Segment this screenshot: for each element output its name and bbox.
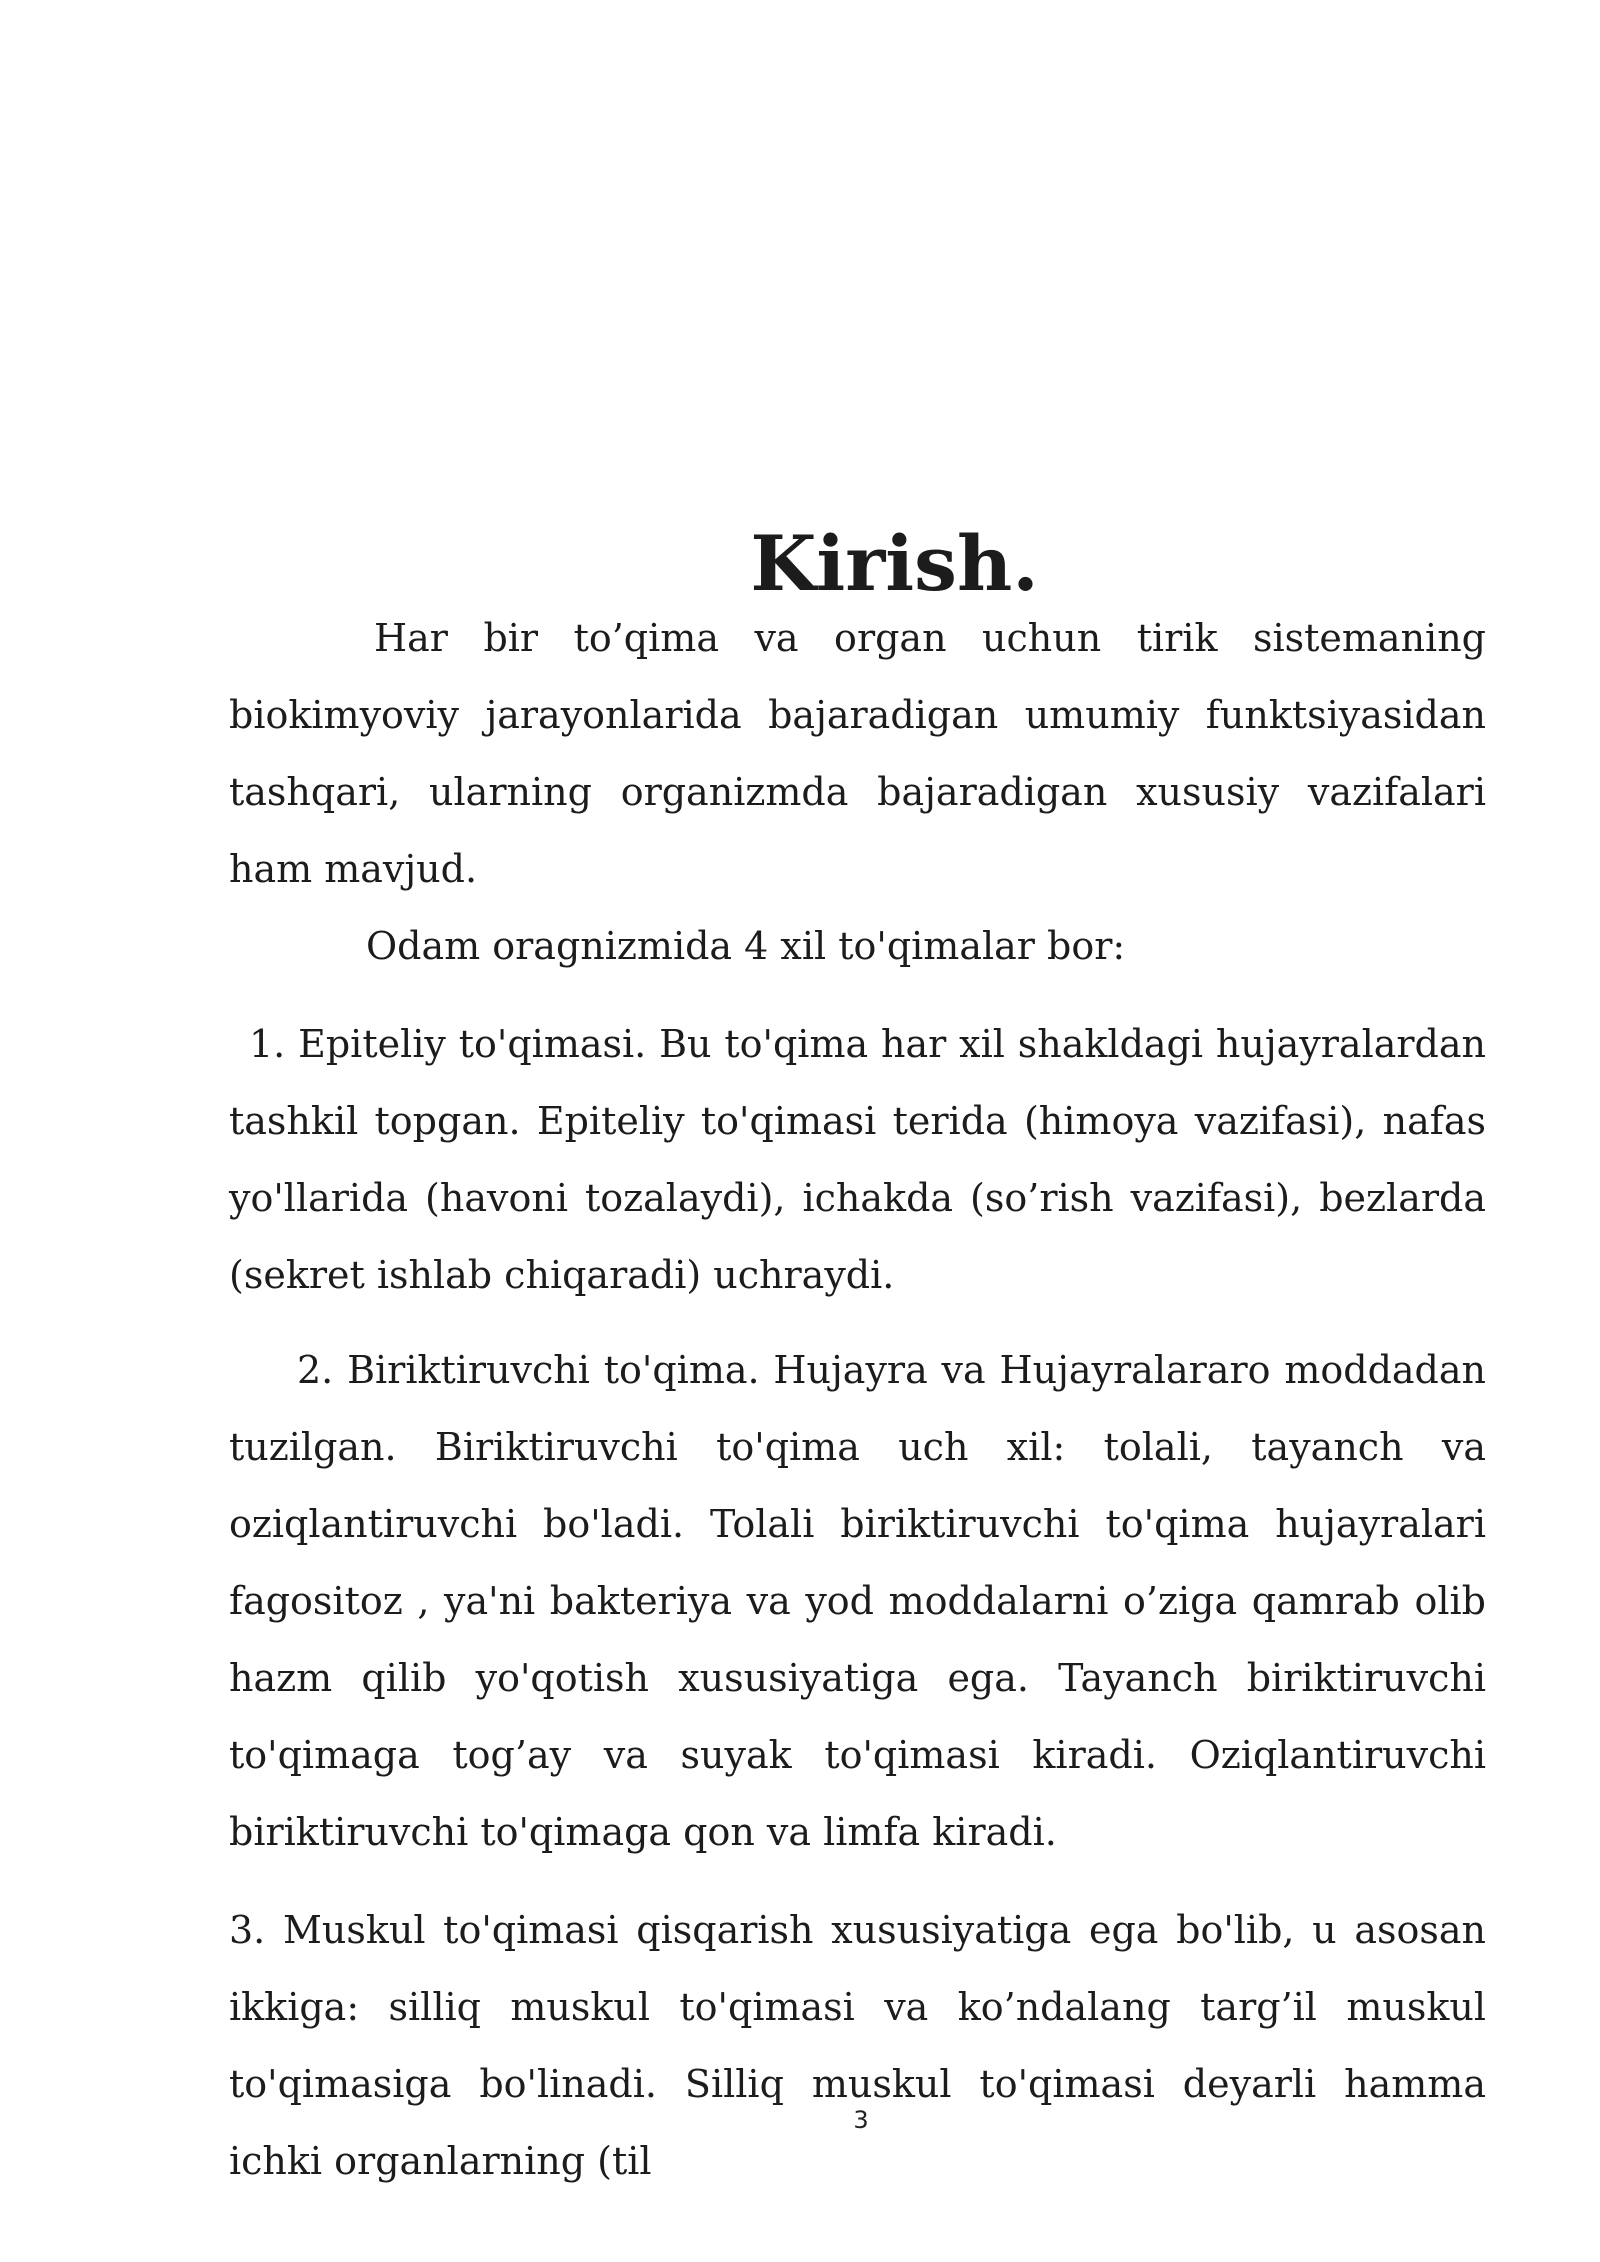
section-title: Kirish. (750, 519, 1039, 608)
connective-tissue-paragraph: 2. Biriktiruvchi to'qima. Hujayra va Hujayralararo moddadan tuzilgan. Biriktiruvchi to'qima uch xil: tolali, tayanch va oziqlantiruvchi bo'ladi. Tolali biriktiruvchi to'qima hujayralari fagositoz , ya'ni bakteriya va yod moddalarni o’ziga qamrab olib hazm qilib yo'qotish xususiyatiga ega. Tayanch biriktiruvchi to'qimaga tog’ay va suyak to'qimasi kiradi. Oziqlantiruvchi biriktiruvchi to'qimaga qon va limfa kiradi. (229, 1348, 1486, 1854)
page-number: 3 (853, 2106, 869, 2134)
intro-paragraph: Har bir to’qima va organ uchun tirik sistemaning biokimyoviy jarayonlarida bajaradigan umumiy funktsiyasidan tashqari, ularning organizmda bajaradigan xususiy vazifalari ham mavjud. (229, 616, 1486, 891)
epithelial-tissue-paragraph: 1. Epiteliy to'qimasi. Bu to'qima har xil shakldagi hujayralardan tashkil topgan. Epiteliy to'qimasi terida (himoya vazifasi), nafas yo'llarida (havoni tozalaydi), ichakda (so’rish vazifasi), bezlarda (sekret ishlab chiqaradi) uchraydi. (229, 1022, 1486, 1297)
tissue-types-paragraph: Odam oragnizmida 4 xil to'qimalar bor: (366, 924, 1126, 968)
muscle-tissue-paragraph: 3. Muskul to'qimasi qisqarish xususiyatiga ega bo'lib, u asosan ikkiga: silliq muskul to'qimasi va ko’ndalang targ’il muskul to'qimasiga bo'linadi. Silliq muskul to'qimasi deyarli hamma ichki organlarning (til (229, 1908, 1486, 2183)
page-content (229, 519, 1486, 2200)
